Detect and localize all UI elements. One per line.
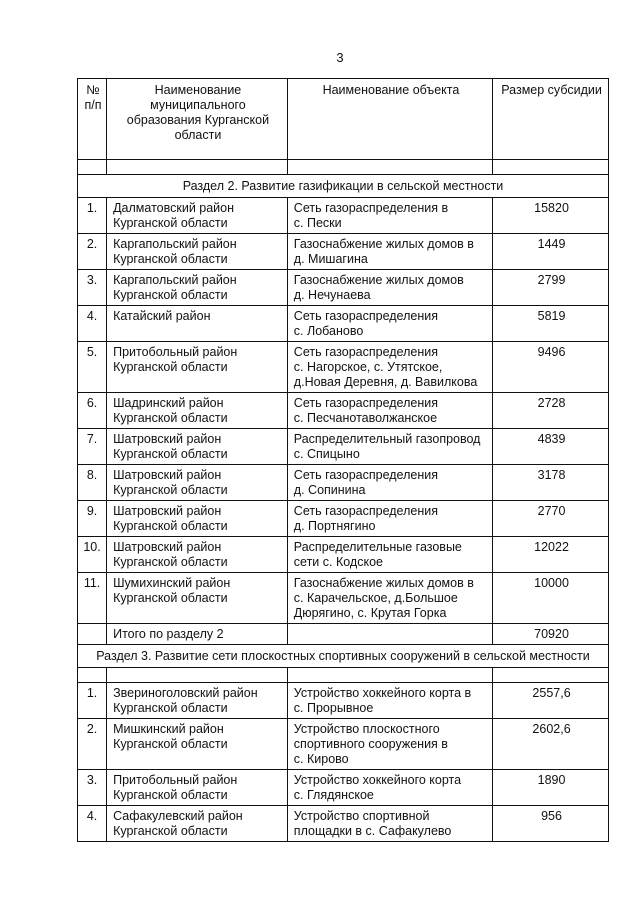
row-municipality [107,465,288,501]
text-line: спортивного сооружения в [293,737,448,751]
row-municipality [107,719,288,770]
text-line: Каргапольский район [113,237,237,251]
table-row [78,234,609,270]
text-line: Курганской области [113,701,228,715]
text-line: Курганской области [113,824,228,838]
row-amount: 1449 [493,234,609,270]
text-line: Сеть газораспределения [293,345,438,359]
text-line: Курганской области [113,360,228,374]
row-object [287,683,492,719]
header-object [287,79,492,160]
section3-title: Раздел 3. Развитие сети плоскостных спортивных сооружений в сельской местности [78,645,609,668]
row-number: 6. [78,393,107,429]
row-number: 11. [78,573,107,624]
text-line: Сеть газораспределения [293,504,438,518]
section2-total-row [78,624,609,645]
row-amount: 2557,6 [493,683,609,719]
section2-title: Раздел 2. Развитие газификации в сельской местности [78,175,609,198]
text-line: с. Нагорское, с. Утятское, [293,360,443,374]
text-line: Газоснабжение жилых домов в [293,237,474,251]
text-line: Наименование [154,83,242,97]
section2-total-amount: 70920 [493,624,609,645]
text-line: Сеть газораспределения [293,396,438,410]
table-row [78,806,609,842]
text-line: Мишкинский район [113,722,224,736]
text-line: с. Спицыно [293,447,360,461]
text-line: д. Мишагина [293,252,368,266]
row-number: 3. [78,270,107,306]
row-object [287,537,492,573]
text-line: Курганской области [113,555,228,569]
header-subsidy [493,79,609,160]
row-municipality [107,429,288,465]
row-object [287,306,492,342]
row-number: 1. [78,198,107,234]
text-line: области [174,128,222,142]
text-line: Курганской области [113,288,228,302]
row-number: 4. [78,806,107,842]
text-line: Дюрягино, с. Крутая Горка [293,606,447,620]
text-line: Газоснабжение жилых домов [293,273,464,287]
row-amount: 9496 [493,342,609,393]
text-line: № [86,83,100,97]
row-object [287,270,492,306]
text-line: Притобольный район [113,345,238,359]
section3-body [78,683,609,842]
text-line: Курганской области [113,737,228,751]
table-row [78,770,609,806]
table-header-row [78,79,609,160]
text-line: д. Сопинина [293,483,366,497]
text-line: Распределительные газовые [293,540,462,554]
table-row [78,573,609,624]
row-municipality [107,393,288,429]
text-line: Устройство спортивной [293,809,430,823]
text-line: Сеть газораспределения в [293,201,449,215]
row-amount: 15820 [493,198,609,234]
row-amount: 2728 [493,393,609,429]
row-municipality [107,806,288,842]
text-line: Размер субсидии [501,83,602,97]
row-amount: 1890 [493,770,609,806]
row-object [287,719,492,770]
row-municipality [107,501,288,537]
table-row [78,393,609,429]
text-line: Газоснабжение жилых домов в [293,576,474,590]
text-line: Далматовский район [113,201,235,215]
text-line: Курганской области [113,788,228,802]
text-line: с. Песчанотаволжанское [293,411,438,425]
text-line: Катайский район [113,309,211,323]
text-line: Курганской области [113,591,228,605]
section3-spacer [78,668,609,683]
text-line: с. Лобаново [293,324,364,338]
text-line: с. Пески [293,216,342,230]
row-number: 8. [78,465,107,501]
header-num [78,79,107,160]
text-line: Курганской области [113,411,228,425]
row-number: 3. [78,770,107,806]
row-municipality [107,770,288,806]
table-row [78,683,609,719]
row-amount: 10000 [493,573,609,624]
text-line: Устройство хоккейного корта [293,773,462,787]
row-object [287,393,492,429]
text-line: Курганской области [113,252,228,266]
row-object [287,429,492,465]
text-line: Распределительный газопровод [293,432,481,446]
row-object [287,198,492,234]
row-municipality [107,573,288,624]
row-number: 7. [78,429,107,465]
table-row [78,198,609,234]
row-object [287,342,492,393]
text-line: Курганской области [113,447,228,461]
table-row [78,429,609,465]
header-spacer [78,160,609,175]
table-row [78,501,609,537]
text-line: Сафакулевский район [113,809,243,823]
text-line: п/п [84,98,102,112]
subsidy-table [77,78,609,842]
table-row [78,537,609,573]
section2-total-label: Итого по разделу 2 [107,624,288,645]
row-number: 5. [78,342,107,393]
row-municipality [107,198,288,234]
text-line: Шадринский район [113,396,224,410]
row-number: 2. [78,234,107,270]
row-number: 9. [78,501,107,537]
text-line: Устройство хоккейного корта в [293,686,472,700]
text-line: Шумихинский район [113,576,231,590]
row-municipality [107,270,288,306]
section2-total-body [78,624,609,683]
text-line: Курганской области [113,216,228,230]
row-municipality [107,306,288,342]
row-number: 1. [78,683,107,719]
row-municipality [107,234,288,270]
text-line: Шатровский район [113,432,222,446]
row-municipality [107,537,288,573]
row-object [287,501,492,537]
row-amount: 5819 [493,306,609,342]
table-row [78,465,609,501]
text-line: с. Карачельское, д.Большое [293,591,458,605]
section3-title-row [78,645,609,668]
text-line: Сеть газораспределения [293,468,438,482]
text-line: Звериноголовский район [113,686,258,700]
text-line: д. Портнягино [293,519,376,533]
text-line: площадки в с. Сафакулево [293,824,452,838]
table-row [78,342,609,393]
row-amount: 2770 [493,501,609,537]
text-line: Курганской области [113,483,228,497]
table-row [78,719,609,770]
row-municipality [107,342,288,393]
row-number: 4. [78,306,107,342]
text-line: Устройство плоскостного [293,722,440,736]
row-municipality [107,683,288,719]
text-line: Притобольный район [113,773,238,787]
text-line: сети с. Кодское [293,555,383,569]
text-line: Сеть газораспределения [293,309,438,323]
text-line: Шатровский район [113,504,222,518]
text-line: с. Глядянское [293,788,374,802]
row-amount: 956 [493,806,609,842]
text-line: Наименование объекта [322,83,460,97]
text-line: с. Кирово [293,752,349,766]
text-line: образования Курганской [126,113,270,127]
row-object [287,573,492,624]
table-row [78,306,609,342]
row-object [287,465,492,501]
section2-title-row [78,175,609,198]
text-line: д. Нечунаева [293,288,371,302]
header-municipality [107,79,288,160]
row-object [287,234,492,270]
text-line: Шатровский район [113,468,222,482]
row-object [287,770,492,806]
text-line: муниципального [150,98,246,112]
row-number: 2. [78,719,107,770]
text-line: с. Прорывное [293,701,374,715]
text-line: Каргапольский район [113,273,237,287]
row-amount: 12022 [493,537,609,573]
row-object [287,806,492,842]
page-number: 3 [336,50,344,65]
row-amount: 4839 [493,429,609,465]
row-amount: 2799 [493,270,609,306]
row-amount: 2602,6 [493,719,609,770]
text-line: д.Новая Деревня, д. Вавилкова [293,375,478,389]
text-line: Курганской области [113,519,228,533]
table-row [78,270,609,306]
text-line: Шатровский район [113,540,222,554]
row-amount: 3178 [493,465,609,501]
row-number: 10. [78,537,107,573]
section2-body [78,175,609,624]
